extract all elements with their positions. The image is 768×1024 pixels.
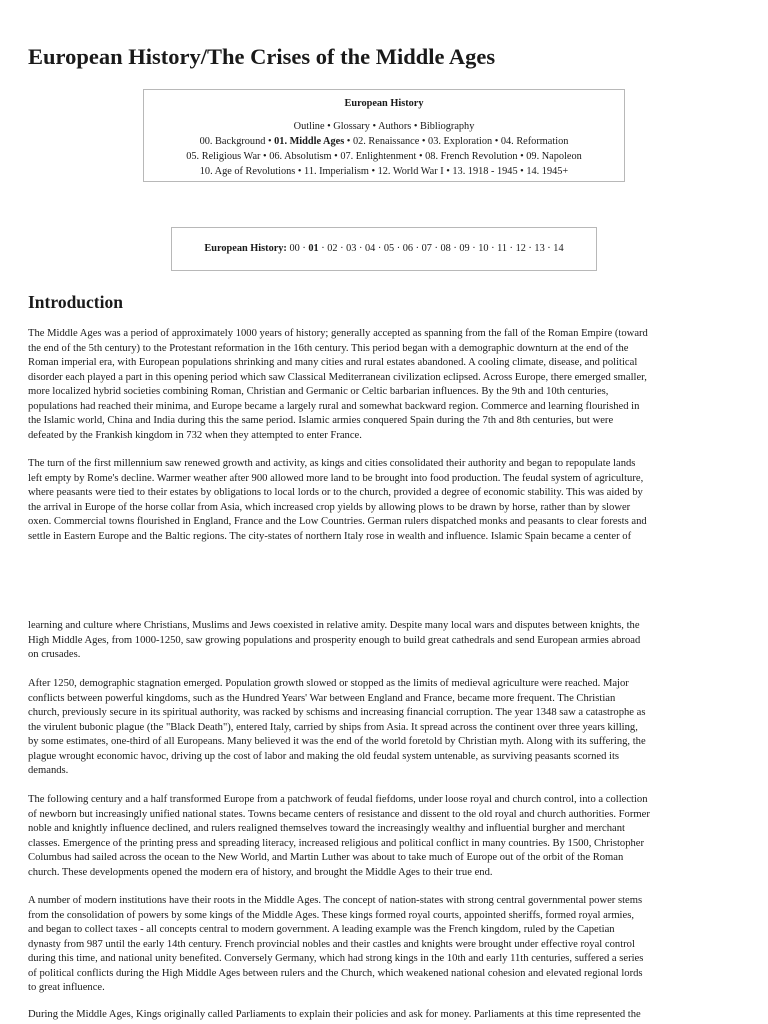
- text-line: The following century and a half transformed Europe from a patchwork of feudal fiefdoms, under loose royal and church control, into a collection: [28, 794, 648, 805]
- text-line: After 1250, demographic stagnation emerged. Population growth slowed or stopped as the limits of medieval agriculture were reached. Major: [28, 678, 629, 689]
- text-line: during this time, and national unity benefited. Conversely Germany, which had strong kings in the 10th and early 11th centuries, suffered a series: [28, 953, 644, 964]
- text-line: noble and knightly influence declined, and rulers realigned themselves toward the increasingly wealthy and influential burgher and merchant: [28, 823, 625, 834]
- text-line: The Middle Ages was a period of approximately 1000 years of history; generally accepted as spanning from the fall of the Roman Empire (toward: [28, 328, 648, 339]
- navbox-title[interactable]: European History: [344, 98, 424, 109]
- text-line: the virulent bubonic plague (the "Black Death"), entered Italy, carried by ships from Asia. It spread across the continent over three years killing,: [28, 721, 638, 733]
- text-line: on crusades.: [28, 649, 81, 660]
- text-line: Columbus had sailed across the ocean to the New World, and Martin Luther was about to take much of Europe out of the orbit of the Roman: [28, 852, 624, 863]
- text-line: learning and culture where Christians, Muslims and Jews coexisted in relative amity. Despite many local wars and disputes between knights, the: [28, 620, 640, 631]
- text-line: disorder each played a part in this opening period which saw Classical Mediterranean civilization eclipsed. Across Europe, there emerged smaller,: [28, 371, 647, 383]
- text-line: defeated by the Frankish kingdom in 732 when they attempted to enter France.: [28, 429, 362, 441]
- text-line: of political conflicts during the High Middle Ages between rulers and the Church, which weakened national cohesion and elevated regional lords: [28, 967, 643, 979]
- text-line: left empty by Rome's decline. Warmer weather after 900 allowed more land to be brought into food production. The feudal system of agriculture,: [28, 472, 644, 484]
- text-line: conflicts between powerful kingdoms, such as the Hundred Years' War between England and France, became more frequent. The Christian: [28, 692, 616, 704]
- pager-post[interactable]: · 02 · 03 · 04 · 05 · 06 · 07 · 08 · 09 · 10 · 11 · 12 · 13 · 14: [318, 243, 564, 254]
- text-line: During the Middle Ages, Kings originally called Parliaments to explain their policies and ask for money. Parliaments at this time represented the: [28, 1009, 641, 1020]
- paragraph-2: [28, 457, 742, 544]
- chapter-pager: [171, 227, 597, 271]
- text-line: church, previously secure in its spiritual authority, was racked by schisms and increasing financial corruption. The year 1348 saw a catastrophe as: [28, 707, 646, 718]
- section-heading: Introduction: [28, 292, 123, 312]
- text-line: the end of the 5th century) to the Protestant reformation in the 16th century. This period began with a demographic downturn at the end of the: [28, 342, 629, 354]
- paragraph-3: [28, 677, 742, 779]
- navbox-row-2[interactable]: [144, 134, 624, 149]
- navbox-current-chapter: 01. Middle Ages: [274, 136, 345, 147]
- navbox-row-3[interactable]: 05. Religious War • 06. Absolutism • 07. Enlightenment • 08. French Revolution • 09. Napoleon: [186, 151, 582, 162]
- text-line: from the consolidation of powers by some kings of the Middle Ages. These kings formed royal courts, appointed sheriffs, formed royal armies,: [28, 909, 634, 921]
- navbox-row-2-post[interactable]: • 02. Renaissance • 03. Exploration • 04. Reformation: [344, 136, 569, 147]
- text-line: where peasants were tied to their estates by obligations to local lords or to the church, provided a degree of economic stability. This was aided by: [28, 487, 643, 498]
- series-navbox: [143, 89, 625, 182]
- text-line: demands.: [28, 765, 69, 776]
- paragraph-1: [28, 327, 742, 443]
- navbox-row-4[interactable]: 10. Age of Revolutions • 11. Imperialism • 12. World War I • 13. 1918 - 1945 • 14. 1945+: [199, 166, 569, 177]
- pager-current: 01: [308, 243, 319, 254]
- navbox-row-2-pre[interactable]: 00. Background •: [199, 136, 275, 147]
- text-line: dynasty from 987 until the early 14th century. French provincial nobles and their castles and knights were brought under effective royal control: [28, 938, 635, 950]
- text-line: oxen. Commercial towns flourished in England, France and the Low Countries. German rulers dispatched monks and peasants to clear forests and: [28, 516, 647, 527]
- text-line: populations had reached their minima, and Europe became a largely rural and somewhat backward region. Commerce and learning flourished in: [28, 400, 640, 412]
- paragraph-5: [28, 894, 742, 996]
- text-line: to great influence.: [28, 982, 105, 993]
- text-line: and began to collect taxes - all concepts central to modern government. A leading example was the French kingdom, ruled by the Capetian: [28, 924, 615, 935]
- text-line: plague wrought economic havoc, driving up the cost of labor and making the old feudal system untenable, as surviving peasants scorned its: [28, 750, 620, 762]
- page-title: European History/The Crises of the Middle Ages: [28, 44, 496, 69]
- navbox-row-1[interactable]: Outline • Glossary • Authors • Bibliography: [293, 121, 475, 132]
- pager-pre[interactable]: 00 ·: [286, 243, 309, 254]
- paragraph-6: [28, 1008, 742, 1023]
- text-line: by some estimates, one-third of all Europeans. Many believed it was the end of the world foretold by Christian myth. Along with its suffering, the: [28, 736, 646, 747]
- text-line: the Islamic world, China and India during this the same period. Islamic armies conquered Spain during the 7th and 8th centuries, but were: [28, 415, 614, 426]
- text-line: Roman imperial era, with European populations shrinking and many cities and rural estates abandoned. A cooling climate, disease, and political: [28, 357, 638, 368]
- text-line: church. These developments opened the modern era of history, and brought the Middle Ages to their true end.: [28, 866, 493, 878]
- text-line: settle in Eastern Europe and the Baltic regions. The city-states of northern Italy rose in wealth and influence. Islamic Spain became a center of: [28, 530, 632, 542]
- text-line: of newborn but increasingly unified national states. Towns became centers of resistance and dissent to the old royal and church authorities. Former: [28, 808, 650, 820]
- pager-label[interactable]: European History:: [204, 243, 287, 254]
- text-line: the arrival in Europe of the horse collar from Asia, which increased crop yields by allowing plows to be drawn by horse, rather than by slower: [28, 501, 631, 513]
- text-line: The turn of the first millennium saw renewed growth and activity, as kings and cities consolidated their authority and began to repopulate lands: [28, 458, 636, 469]
- paragraph-2-continued: [28, 619, 742, 663]
- paragraph-4: [28, 793, 742, 880]
- text-line: High Middle Ages, from 1000-1250, saw growing populations and prosperity enough to build great cathedrals and send European armies abroad: [28, 634, 641, 646]
- text-line: classes. Emergence of the printing press and spreading literacy, increased religious and political conflict in many countries. By 1500, Christopher: [28, 837, 645, 849]
- text-line: more localized hybrid societies combining Roman, Christian and Germanic or Celtic barbarian influences. By the 9th and 10th centuries,: [28, 386, 609, 397]
- text-line: A number of modern institutions have their roots in the Middle Ages. The concept of nation-states with strong central governmental power stems: [28, 895, 643, 906]
